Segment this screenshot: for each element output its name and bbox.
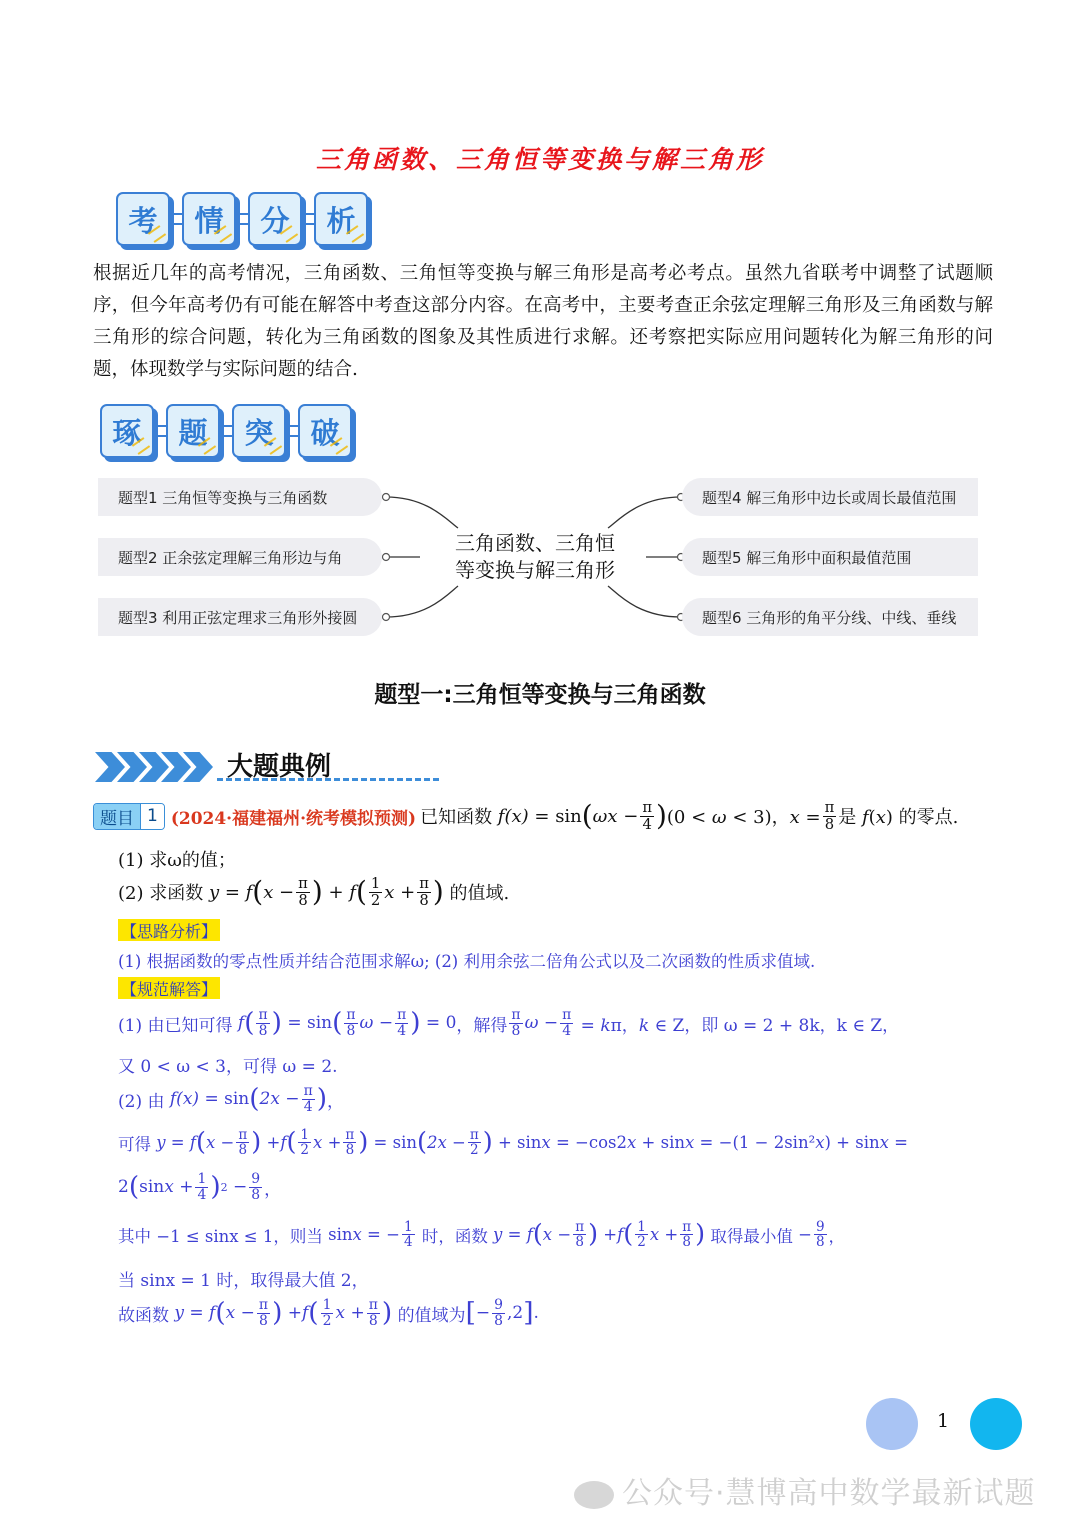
badge-kao: 考 <box>116 192 170 246</box>
mindmap-topic-5: 题型5 解三角形中面积最值范围 <box>682 538 978 576</box>
solution-line-6: 其中 −1 ≤ sinx ≤ 1，则当 sinx = − $\frac{1}{4}$ 时，函数 y = f ( x − $\frac{\pi}{8}$ ) + f ( $\frac{1}{2}$ x + $\frac{\pi}{8}$ ) 取得最小值 − $\frac{9}{8}$ ， <box>118 1218 846 1251</box>
solution-tag: 【规范解答】 <box>118 977 220 999</box>
solution-line-4: 可得 y = f ( x − $\frac{\pi}{8}$ ) + f ( $\frac{1}{2}$ x + $\frac{\pi}{8}$ ) = sin ( 2x − $\frac{\pi}{2}$ ) + sinx = −cos2x + sinx = −(1 − 2sin²x) + sinx = <box>118 1126 909 1159</box>
document-title: 三角函数、三角恒等变换与解三角形 <box>315 145 764 174</box>
badge-xi: 析 <box>314 192 368 246</box>
question-part-1: (1) 求ω的值； <box>118 850 236 871</box>
chevron-icon <box>95 752 125 782</box>
badge-zhuo: 琢 <box>100 404 154 458</box>
mindmap-topic-4: 题型4 解三角形中边长或周长最值范围 <box>682 478 978 516</box>
solution-line-2: 又 0 < ω < 3，可得 ω = 2. <box>118 1057 338 1077</box>
question-source: (2024·福建福州·统考模拟预测) <box>170 808 417 829</box>
mindmap-topic-1: 题型1 三角恒等变换与三角函数 <box>98 478 382 516</box>
page-number: 1 <box>936 1410 950 1432</box>
solution-line-3: (2) 由 f(x) = sin ( 2x − $\frac{\pi}{4}$ ) ， <box>118 1083 345 1115</box>
question-statement: 题目 1 (2024·福建福州·统考模拟预测) 已知函数 f(x) = sin ( ωx − $\frac{\pi}{4}$ ) (0 < ω < 3)，x = $\frac{\pi}{8}$ 是 f(x) 的零点. <box>93 800 958 832</box>
question-tag: 题目 1 <box>93 803 165 830</box>
badge-tu: 突 <box>232 404 286 458</box>
breakthrough-header <box>100 400 352 462</box>
solution-line-7: 当 sinx = 1 时，取得最大值 2， <box>118 1271 369 1291</box>
badge-ti: 题 <box>166 404 220 458</box>
page-indicator <box>866 1398 1026 1450</box>
wechat-icon <box>574 1481 614 1509</box>
example-label: 大题典例 <box>227 752 332 782</box>
topic-mindmap <box>98 476 978 640</box>
analysis-paragraph: 根据近几年的高考情况，三角函数、三角恒等变换与解三角形是高考必考点。虽然九省联考中调整了试题顺序，但今年高考仍有可能在解答中考查这部分内容。在高考中，主要考查正余弦定理解三角形及三角函数与解三角形的综合问题，转化为三角函数的图象及其性质进行求解。还考察把实际应用问题转化为解三角形的问题，体现数学与实际问题的结合. <box>93 263 993 380</box>
question-part-2: (2) 求函数 y = f ( x − $\frac{\pi}{8}$ ) + f ( $\frac{1}{2}$ x + $\frac{\pi}{8}$ ) 的值域. <box>118 875 510 909</box>
thinking-tag: 【思路分析】 <box>118 919 220 941</box>
solution-line-1: (1) 由已知可得 f ( $\frac{\pi}{8}$ ) = sin ( $\frac{\pi}{8}$ ω − $\frac{\pi}{4}$ ) = 0 ，解得 $\frac{\pi}{8}$ ω − $\frac{\pi}{4}$ = kπ，k ∈ Z ，即 ω = 2 + 8k，k ∈ Z， <box>118 1007 900 1039</box>
example-header <box>95 744 355 788</box>
badge-po: 破 <box>298 404 352 458</box>
mindmap-topic-6: 题型6 三角形的角平分线、中线、垂线 <box>682 598 978 636</box>
mindmap-topic-3: 题型3 利用正弦定理求三角形外接圆 <box>98 598 382 636</box>
mindmap-center: 三角函数、三角恒 等变换与解三角形 <box>455 531 615 582</box>
badge-qing: 情 <box>182 192 236 246</box>
thinking-text: (1) 根据函数的零点性质并结合范围求解ω; (2) 利用余弦二倍角公式以及二次函数的性质求值域. <box>118 952 816 971</box>
badge-fen: 分 <box>248 192 302 246</box>
section-title: 题型一:三角恒等变换与三角函数 <box>374 682 706 708</box>
solution-line-8: 故函数 y = f ( x − $\frac{\pi}{8}$ ) + f ( $\frac{1}{2}$ x + $\frac{\pi}{8}$ ) 的值域为 [ − $\frac{9}{8}$ ,2 ] . <box>118 1297 539 1329</box>
analysis-header <box>116 188 368 250</box>
solution-line-5: 2 ( sinx + $\frac{1}{4}$ ) 2 − $\frac{9}{8}$ ， <box>118 1171 282 1203</box>
mindmap-topic-2: 题型2 正余弦定理解三角形边与角 <box>98 538 382 576</box>
watermark: 公众号·慧博高中数学最新试题 <box>574 1468 1036 1512</box>
